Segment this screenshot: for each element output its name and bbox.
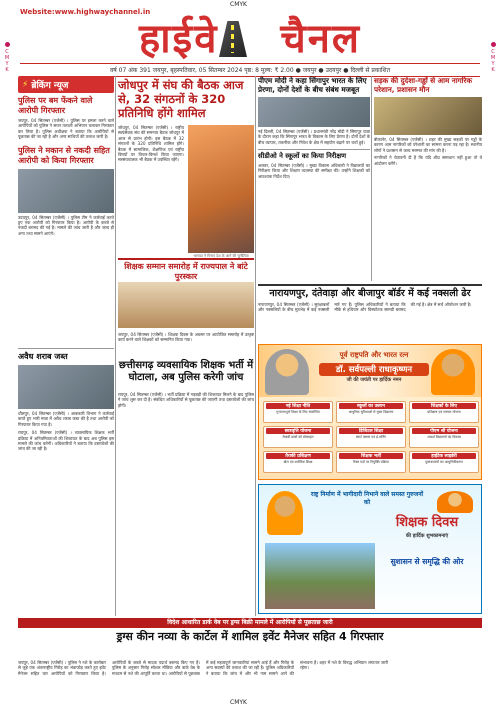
reg-m: M <box>4 55 10 61</box>
section-headline: शिक्षक सम्मान समारोह में राज्यपाल ने बांटे पुरस्कार <box>118 258 254 282</box>
story-body: नारायणपुर, 04 सितम्बर (एजेंसी) । सुरक्षाबलों और नक्सलियों के बीच मुठभेड़ में कई नक्सली मारे गए हैं। पुलिस अधिकारियों ने बताया कि मौके से हथियार और विस्फोटक सामग्री बरामद की गई है। क्षेत्र में सर्च ऑपरेशन जारी है। <box>258 302 472 313</box>
registration-mark-bottom: CMYK <box>230 699 247 706</box>
story-body: जयपुर, 04 सितम्बर (एजेंसी) । पुलिस पर हमला करने वाले आरोपियों को पुलिस ने सघन तलाशी अभियान चलाकर गिरफ्तार कर लिया है। पुलिस अधीक्षक ने बताया कि आरोपियों से पूछताछ की जा रही है और अन्य साथियों की तलाश जारी है। <box>18 118 114 140</box>
registration-strip-left <box>4 40 10 73</box>
left-column <box>18 76 114 236</box>
story-headline: पीएम मोदी ने कहा सिंगापुर भारत के लिए प्रेरणा, दोनों देशों के बीच संबंध मजबूत <box>258 76 367 94</box>
news-photo <box>374 97 482 135</box>
news-photo <box>118 282 254 328</box>
ad-tile <box>409 426 479 448</box>
masthead-title-right: चैनल <box>280 15 362 62</box>
ad-tile <box>263 426 333 448</box>
ad-tile-desc: स्मार्ट क्लास एवं ई-लर्निंग <box>355 435 387 439</box>
right-column <box>374 76 482 166</box>
row-divider <box>18 348 114 349</box>
reg-c: C <box>5 49 9 55</box>
breaking-news-label: ब्रेकिंग न्यूज <box>31 81 69 91</box>
bottom-banner: विदेश आधारित डार्क वेब पर ड्रग्स बिक्री मामले में आरोपियों से पूछताछ जारी <box>18 618 482 628</box>
bottom-headline: ड्रग्स कीन नव्या के कार्टेल में शामिल इवेंट मैनेजर सहित 4 गिरफ्तार <box>116 630 384 643</box>
story-body: अलवर, 04 सितम्बर (एजेंसी) । मुख्य विकास अधिकारी ने विद्यालयों का निरीक्षण किया और शिक्षण व्यवस्था की समीक्षा की। उन्होंने शिक्षकों को आवश्यक निर्देश दिए। <box>258 162 370 179</box>
top-story-photo <box>188 125 254 253</box>
reg-k: K <box>5 67 9 73</box>
classroom-photo <box>265 543 375 609</box>
ad-tile <box>263 401 333 423</box>
ad-tile-title: डिजिटल शिक्षा <box>339 428 403 434</box>
reg-y: Y <box>5 61 9 67</box>
ad-tile-title: नई शिक्षा नीति <box>266 403 330 409</box>
story-headline: सड़क की दुर्दशा-गड्ढों से आम नागरिक परेशान, प्रशासन मौन <box>374 76 473 94</box>
ad-tile-desc: प्रशिक्षण एवं सम्मान योजना <box>427 410 461 414</box>
lightning-icon: ⚡ <box>22 79 29 90</box>
ad-tile <box>336 451 406 473</box>
ad-tile-desc: पुस्तकालयों का आधुनिकीकरण <box>425 460 463 464</box>
portrait-photo <box>267 491 303 535</box>
ad-subtitle: जी की जयंती पर हार्दिक नमन <box>346 377 402 383</box>
breaking-news-badge <box>18 76 114 93</box>
story-headline: सीडीओ ने स्कूलों का किया निरीक्षण <box>258 149 370 161</box>
top-story-body: जोधपुर, 04 सितम्बर (एजेंसी) । राष्ट्रीय स्वयंसेवक संघ की समन्वय बैठक जोधपुर में आज से प्रारंभ होगी। इस बैठक में 32 संगठनों के 320 प्रतिनिधि शामिल होंगे। बैठक में सामाजिक, शैक्षणिक एवं राष्ट्रीय विषयों पर विचार-विमर्श किया जाएगा। सरसंघचालक भी बैठक में उपस्थित रहेंगे। <box>118 125 184 163</box>
ad-tile-desc: रिक्त पदों पर नियुक्ति प्रक्रिया <box>353 460 389 464</box>
portrait-photo <box>265 349 309 395</box>
dateline: वर्ष 07 अंक 391 जयपुर, बृहस्पतिवार, 05 सितम्बर 2024 पृष्ठ: 8 मूल्य: ₹ 2.00 ● जयपुर ● उदयपुर ● दिल्ली से प्रकाशित <box>20 63 480 77</box>
ad-tile <box>409 401 479 423</box>
news-photo <box>18 169 114 213</box>
ad-heading: राष्ट्र निर्माण में भागीदारी निभाने वाले समस्त गुरुजनों को <box>310 491 424 506</box>
story-body: बीकानेर, 04 सितम्बर (एजेंसी) । शहर की मुख्य सड़कों पर गड्ढों के कारण आम नागरिकों को परेशानी का सामना करना पड़ रहा है। स्थानीय लोगों ने प्रशासन से जल्द मरम्मत की मांग की है। <box>374 137 482 153</box>
ad-tile-desc: आधुनिक सुविधाओं से युक्त विद्यालय <box>348 410 394 414</box>
ad-tile-grid <box>263 401 479 473</box>
section-body: जयपुर, 04 सितम्बर (एजेंसी) । शिक्षक दिवस के अवसर पर आयोजित समारोह में उत्कृष्ट कार्य करने वाले शिक्षकों को सम्मानित किया गया। <box>118 332 254 343</box>
ad-tile-title: छात्रवृत्ति योजना <box>266 428 330 434</box>
reg-k: K <box>491 67 495 73</box>
ad-name: डॉ. सर्वपल्ली राधाकृष्णन <box>319 363 429 376</box>
top-story-headline: जोधपुर में संघ की बैठक आज से, 32 संगठनों के 320 प्रतिनिधि होंगे शामिल <box>118 78 244 120</box>
middle-column <box>258 76 370 179</box>
column-divider <box>255 76 256 616</box>
ad-tile-title: पीएम श्री योजना <box>412 428 476 434</box>
column-divider <box>115 76 116 616</box>
registration-dot-icon <box>5 42 10 47</box>
registration-dot-icon <box>491 42 496 47</box>
registration-mark-top: CMYK <box>230 1 247 8</box>
news-photo <box>258 97 370 127</box>
ad-tile-title: हाईटेक लाइब्रेरी <box>412 453 476 459</box>
ad-tile <box>409 451 479 473</box>
story-body: नई दिल्ली, 04 सितम्बर (एजेंसी) । प्रधानमंत्री नरेंद्र मोदी ने सिंगापुर यात्रा के दौरान कहा कि सिंगापुर भारत के विकास के लिए प्रेरणा है। दोनों देशों के बीच व्यापार, तकनीक और निवेश के क्षेत्र में सहयोग बढ़ाने पर चर्चा हुई। <box>258 129 371 145</box>
advertisement-shikshak-diwas[interactable] <box>258 484 482 614</box>
reg-c: C <box>491 49 495 55</box>
website-url[interactable]: Website:www.highwaychannel.in <box>20 8 151 16</box>
ad-tile-title: तैराकी प्रशिक्षण <box>266 453 330 459</box>
portrait-photo <box>437 491 473 513</box>
ad-subtitle: की हार्दिक शुभकामनाएं <box>405 533 449 539</box>
portrait-photo <box>431 349 475 395</box>
registration-strip-right <box>490 40 496 73</box>
story-body: नागरिकों ने चेतावनी दी है कि यदि शीघ्र समाधान नहीं हुआ तो वे आंदोलन करेंगे। <box>374 155 482 166</box>
story-headline: अवैध शराब जब्त <box>18 352 68 361</box>
ad-tile <box>336 401 406 423</box>
story-body: रायपुर, 04 सितम्बर (एजेंसी) । व्यवसायिक शिक्षक भर्ती प्रक्रिया में अनियमितताओं की शिकायत के बाद अब पुलिस इस मामले की जांच करेगी। अधिकारियों ने बताया कि दस्तावेजों की जांच की जा रही है। <box>18 430 114 452</box>
photo-caption: भागवत ने गिनाए देश के आगे की चुनौतियां <box>193 254 249 258</box>
ad-tile-desc: गुणवत्तापूर्ण शिक्षा के लिए संकल्पित <box>276 410 320 414</box>
reg-m: M <box>490 55 496 61</box>
news-photo <box>18 365 114 409</box>
story-body: धौलपुर, 04 सितम्बर (एजेंसी) । आबकारी विभाग ने कार्रवाई करते हुए भारी मात्रा में अवैध शराब जब्त की है तथा आरोपी को गिरफ्तार किया गया है। <box>18 411 114 427</box>
column-divider <box>371 76 372 281</box>
ad-tile-desc: खेल एवं शारीरिक शिक्षा <box>283 460 313 464</box>
ad-tile-title: शिक्षकों के लिए <box>412 403 476 409</box>
ad-tile-desc: मेधावी छात्रों को प्रोत्साहन <box>282 435 314 439</box>
section-headline: छत्तीसगढ़ व्यवसायिक शिक्षक भर्ती में घोटाला, अब पुलिस करेगी जांच <box>118 360 254 383</box>
story-body: उदयपुर, 04 सितम्बर (एजेंसी) । पुलिस टीम ने कार्रवाई करते हुए एक आरोपी को गिरफ्तार किया है। आरोपी के कब्जे से नकदी बरामद की गई है। मामले की जांच जारी है और जल्द ही अन्य तथ्य सामने आएंगे। <box>18 214 114 236</box>
reg-y: Y <box>491 61 495 67</box>
story-headline: पुलिस ने मकान से नकदी सहित आरोपी को किया गिरफ्तार <box>18 145 110 165</box>
ad-title: शिक्षक दिवस <box>395 515 459 530</box>
masthead <box>14 15 486 63</box>
ad-tile <box>336 426 406 448</box>
ad-title: पूर्व राष्ट्रपति और भारत रत्न <box>339 351 409 359</box>
advertisement-teachers-day[interactable] <box>258 344 482 480</box>
masthead-title <box>14 15 486 63</box>
ad-tile-title: शिक्षक भर्ती <box>339 453 403 459</box>
ad-tile-title: स्कूलों का उन्नयन <box>339 403 403 409</box>
story-headline: नारायणपुर, दंतेवाड़ा और बीजापुर बॉर्डर में कई नक्सली ढेर <box>258 284 482 300</box>
section-body: रायपुर, 04 सितम्बर (एजेंसी) । भर्ती प्रक्रिया में गड़बड़ी की शिकायत मिलने के बाद पुलिस ने जांच शुरू कर दी है। संबंधित अधिकारियों से पूछताछ की जाएगी तथा दस्तावेजों की जांच होगी। <box>118 392 254 408</box>
ad-tile <box>263 451 333 473</box>
left-lower-column <box>18 352 114 452</box>
ad-slogan: सुशासन से समृद्धि की ओर <box>390 557 464 566</box>
masthead-title-left: हाईवे <box>138 15 219 62</box>
story-headline: पुलिस पर बम फेंकने वाले आरोपी गिरफ्तार <box>18 96 93 115</box>
ad-tile-desc: आदर्श विद्यालयों का विकास <box>427 435 461 439</box>
bottom-story-body: जयपुर, 04 सितम्बर (एजेंसी) । पुलिस ने नशे के कारोबार से जुड़े एक अंतरराष्ट्रीय गिरोह का भंडाफोड़ करते हुए इवेंट मैनेजर सहित चार आरोपियों को गिरफ्तार किया है। आरोपियों के कब्जे से मादक पदार्थ बरामद किए गए हैं। पुलिस के अनुसार गिरोह सोशल मीडिया और डार्क वेब के माध्यम से नशे की आपूर्ति करता था। आरोपियों से पूछताछ में कई महत्वपूर्ण जानकारियां सामने आई हैं और गिरोह के अन्य सदस्यों की तलाश की जा रही है। पुलिस अधिकारियों ने बताया कि जांच में और भी नाम सामने आने की संभावना है। शहर में नशे के विरुद्ध अभियान लगातार जारी रहेगा। <box>18 660 388 676</box>
